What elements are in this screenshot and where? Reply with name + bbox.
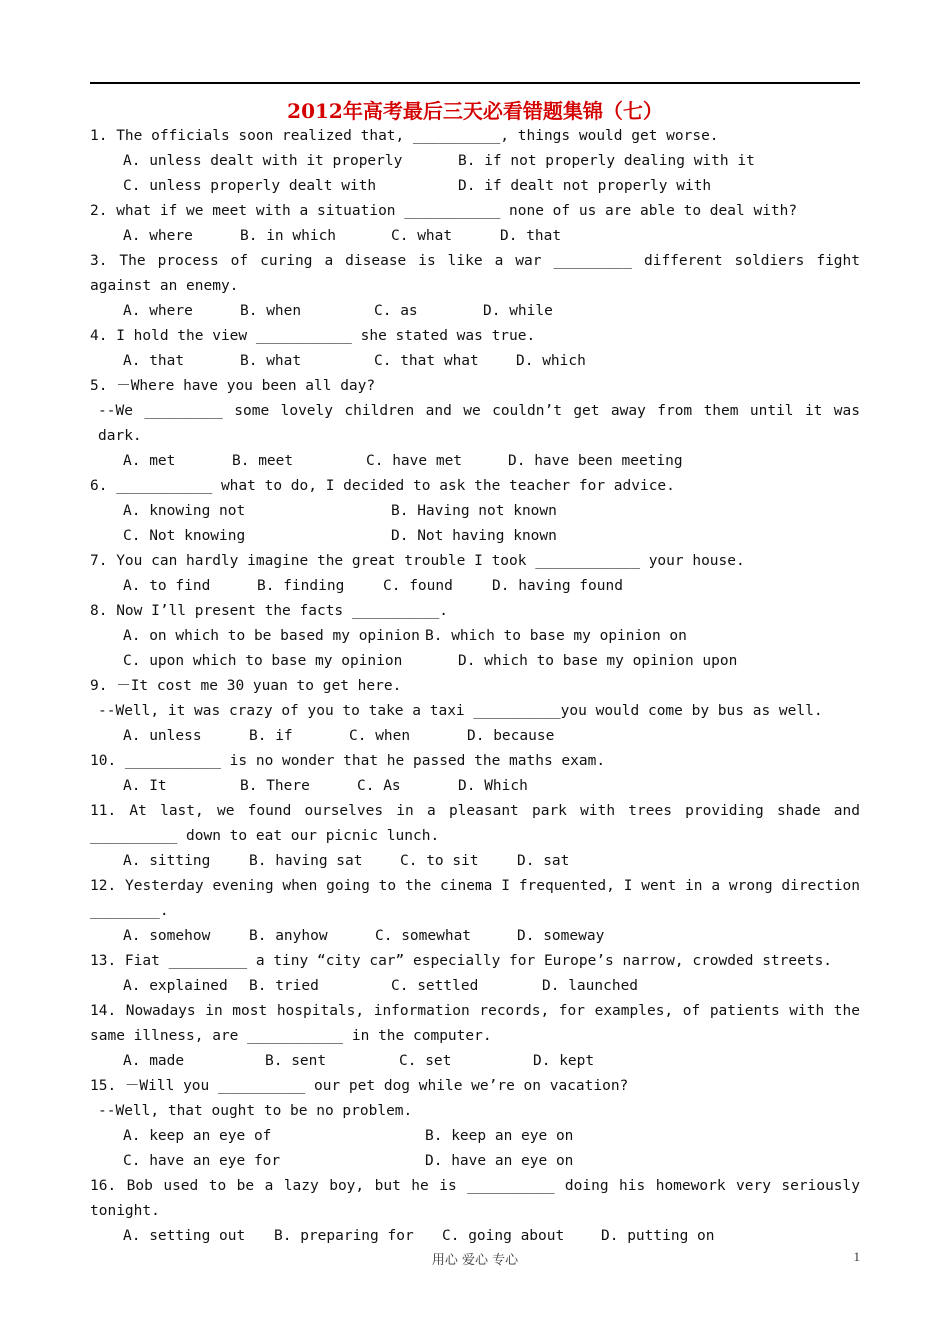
option-d: D. having found [492,578,623,594]
option-d: D. putting on [601,1228,715,1244]
question-7 [90,549,860,599]
page-number: 1 [853,1249,860,1264]
question-stem: 9. －It cost me 30 yuan to get here. [90,678,402,694]
option-b: B. preparing for [274,1228,414,1244]
option-c: C. to sit [400,853,479,869]
option-d: D. that [500,228,562,244]
option-a: A. on which to be based my opinion [123,628,420,644]
header-rule [90,82,860,84]
question-16 [90,1174,860,1249]
question-stem: 12. Yesterday evening when going to the cinema I frequented, I went in a wrong direction ________. [90,878,860,919]
question-2 [90,199,860,249]
question-stem: 5. －Where have you been all day? [90,378,376,394]
question-stem: 6. ___________ what to do, I decided to ask the teacher for advice. [90,478,675,494]
question-reply: --Well, it was crazy of you to take a taxi __________you would come by bus as well. [98,703,823,719]
option-a: A. knowing not [123,503,246,519]
option-b: B. if [249,728,293,744]
question-stem: 2. what if we meet with a situation ___________ none of us are able to deal with? [90,203,798,219]
question-1 [90,124,860,199]
option-c: C. upon which to base my opinion [123,653,403,669]
option-a: A. somehow [123,928,211,944]
option-d: D. launched [542,978,639,994]
option-a: A. that [123,353,185,369]
option-d: D. kept [533,1053,595,1069]
question-6 [90,474,860,549]
option-b: B. in which [240,228,337,244]
question-11 [90,799,860,874]
option-c: C. going about [442,1228,565,1244]
option-b: B. keep an eye on [425,1128,574,1144]
question-15 [90,1074,860,1174]
option-d: D. because [467,728,555,744]
option-a: A. keep an eye of [123,1128,272,1144]
option-d: D. someway [517,928,605,944]
option-b: B. There [240,778,310,794]
option-d: D. have an eye on [425,1153,574,1169]
question-stem: 7. You can hardly imagine the great trouble I took ____________ your house. [90,553,745,569]
question-12 [90,874,860,949]
option-d: D. have been meeting [508,453,683,469]
question-stem: 13. Fiat _________ a tiny “city car” especially for Europe’s narrow, crowded streets. [90,953,833,969]
option-b: B. Having not known [391,503,557,519]
option-c: C. settled [391,978,479,994]
question-stem: 15. －Will you __________ our pet dog while we’re on vacation? [90,1078,629,1094]
option-c: C. Not knowing [123,528,246,544]
question-stem: 16. Bob used to be a lazy boy, but he is __________ doing his homework very seriously tonight. [90,1178,860,1219]
option-a: A. met [123,453,176,469]
option-b: B. tried [249,978,319,994]
option-a: A. to find [123,578,211,594]
option-c: C. unless properly dealt with [123,178,377,194]
option-b: B. sent [265,1053,327,1069]
question-stem: 4. I hold the view ___________ she stated was true. [90,328,536,344]
option-d: D. which [516,353,586,369]
question-stem: 14. Nowadays in most hospitals, information records, for examples, of patients with the same illness, are ___________ in the computer. [90,1003,860,1044]
option-c: C. what [391,228,453,244]
option-c: C. set [399,1053,452,1069]
question-10 [90,749,860,799]
option-a: A. sitting [123,853,211,869]
option-c: C. found [383,578,453,594]
option-d: D. if dealt not properly with [458,178,712,194]
option-c: C. have an eye for [123,1153,281,1169]
option-a: A. where [123,228,193,244]
option-b: B. anyhow [249,928,328,944]
question-stem: 1. The officials soon realized that, __________, things would get worse. [90,128,719,144]
option-b: B. meet [232,453,294,469]
option-d: D. Which [458,778,528,794]
question-stem: 3. The process of curing a disease is like a war _________ different soldiers fight against an enemy. [90,253,860,294]
question-14 [90,999,860,1074]
option-c: C. have met [366,453,463,469]
option-c: C. somewhat [375,928,472,944]
option-a: A. It [123,778,167,794]
option-b: B. which to base my opinion on [425,628,687,644]
page-title: 2012年高考最后三天必看错题集锦（七） [287,99,663,123]
option-d: D. which to base my opinion upon [458,653,738,669]
question-stem: 8. Now I’ll present the facts __________. [90,603,448,619]
option-c: C. as [374,303,418,319]
option-a: A. unless [123,728,202,744]
option-d: D. Not having known [391,528,557,544]
question-9 [90,674,860,749]
question-stem: 10. ___________ is no wonder that he passed the maths exam. [90,753,606,769]
option-b: B. when [240,303,302,319]
question-5 [90,374,860,474]
option-c: C. As [357,778,401,794]
option-b: B. if not properly dealing with it [458,153,755,169]
option-d: D. while [483,303,553,319]
option-a: A. where [123,303,193,319]
question-stem: 11. At last, we found ourselves in a pleasant park with trees providing shade and __________ down to eat our picnic lunch. [90,803,860,844]
question-8 [90,599,860,674]
option-c: C. when [349,728,411,744]
option-a: A. explained [123,978,228,994]
question-3 [90,249,860,324]
question-13 [90,949,860,999]
option-c: C. that what [374,353,479,369]
option-b: B. having sat [249,853,363,869]
page-footer: 用心 爱心 专心 [431,1253,519,1268]
option-a: A. made [123,1053,185,1069]
option-a: A. unless dealt with it properly [123,153,403,169]
option-b: B. finding [257,578,345,594]
option-a: A. setting out [123,1228,246,1244]
question-reply: --We _________ some lovely children and we couldn’t get away from them until it was dark. [98,403,860,444]
question-4 [90,324,860,374]
question-reply: --Well, that ought to be no problem. [98,1103,413,1119]
option-d: D. sat [517,853,570,869]
option-b: B. what [240,353,302,369]
question-list [90,124,860,1249]
